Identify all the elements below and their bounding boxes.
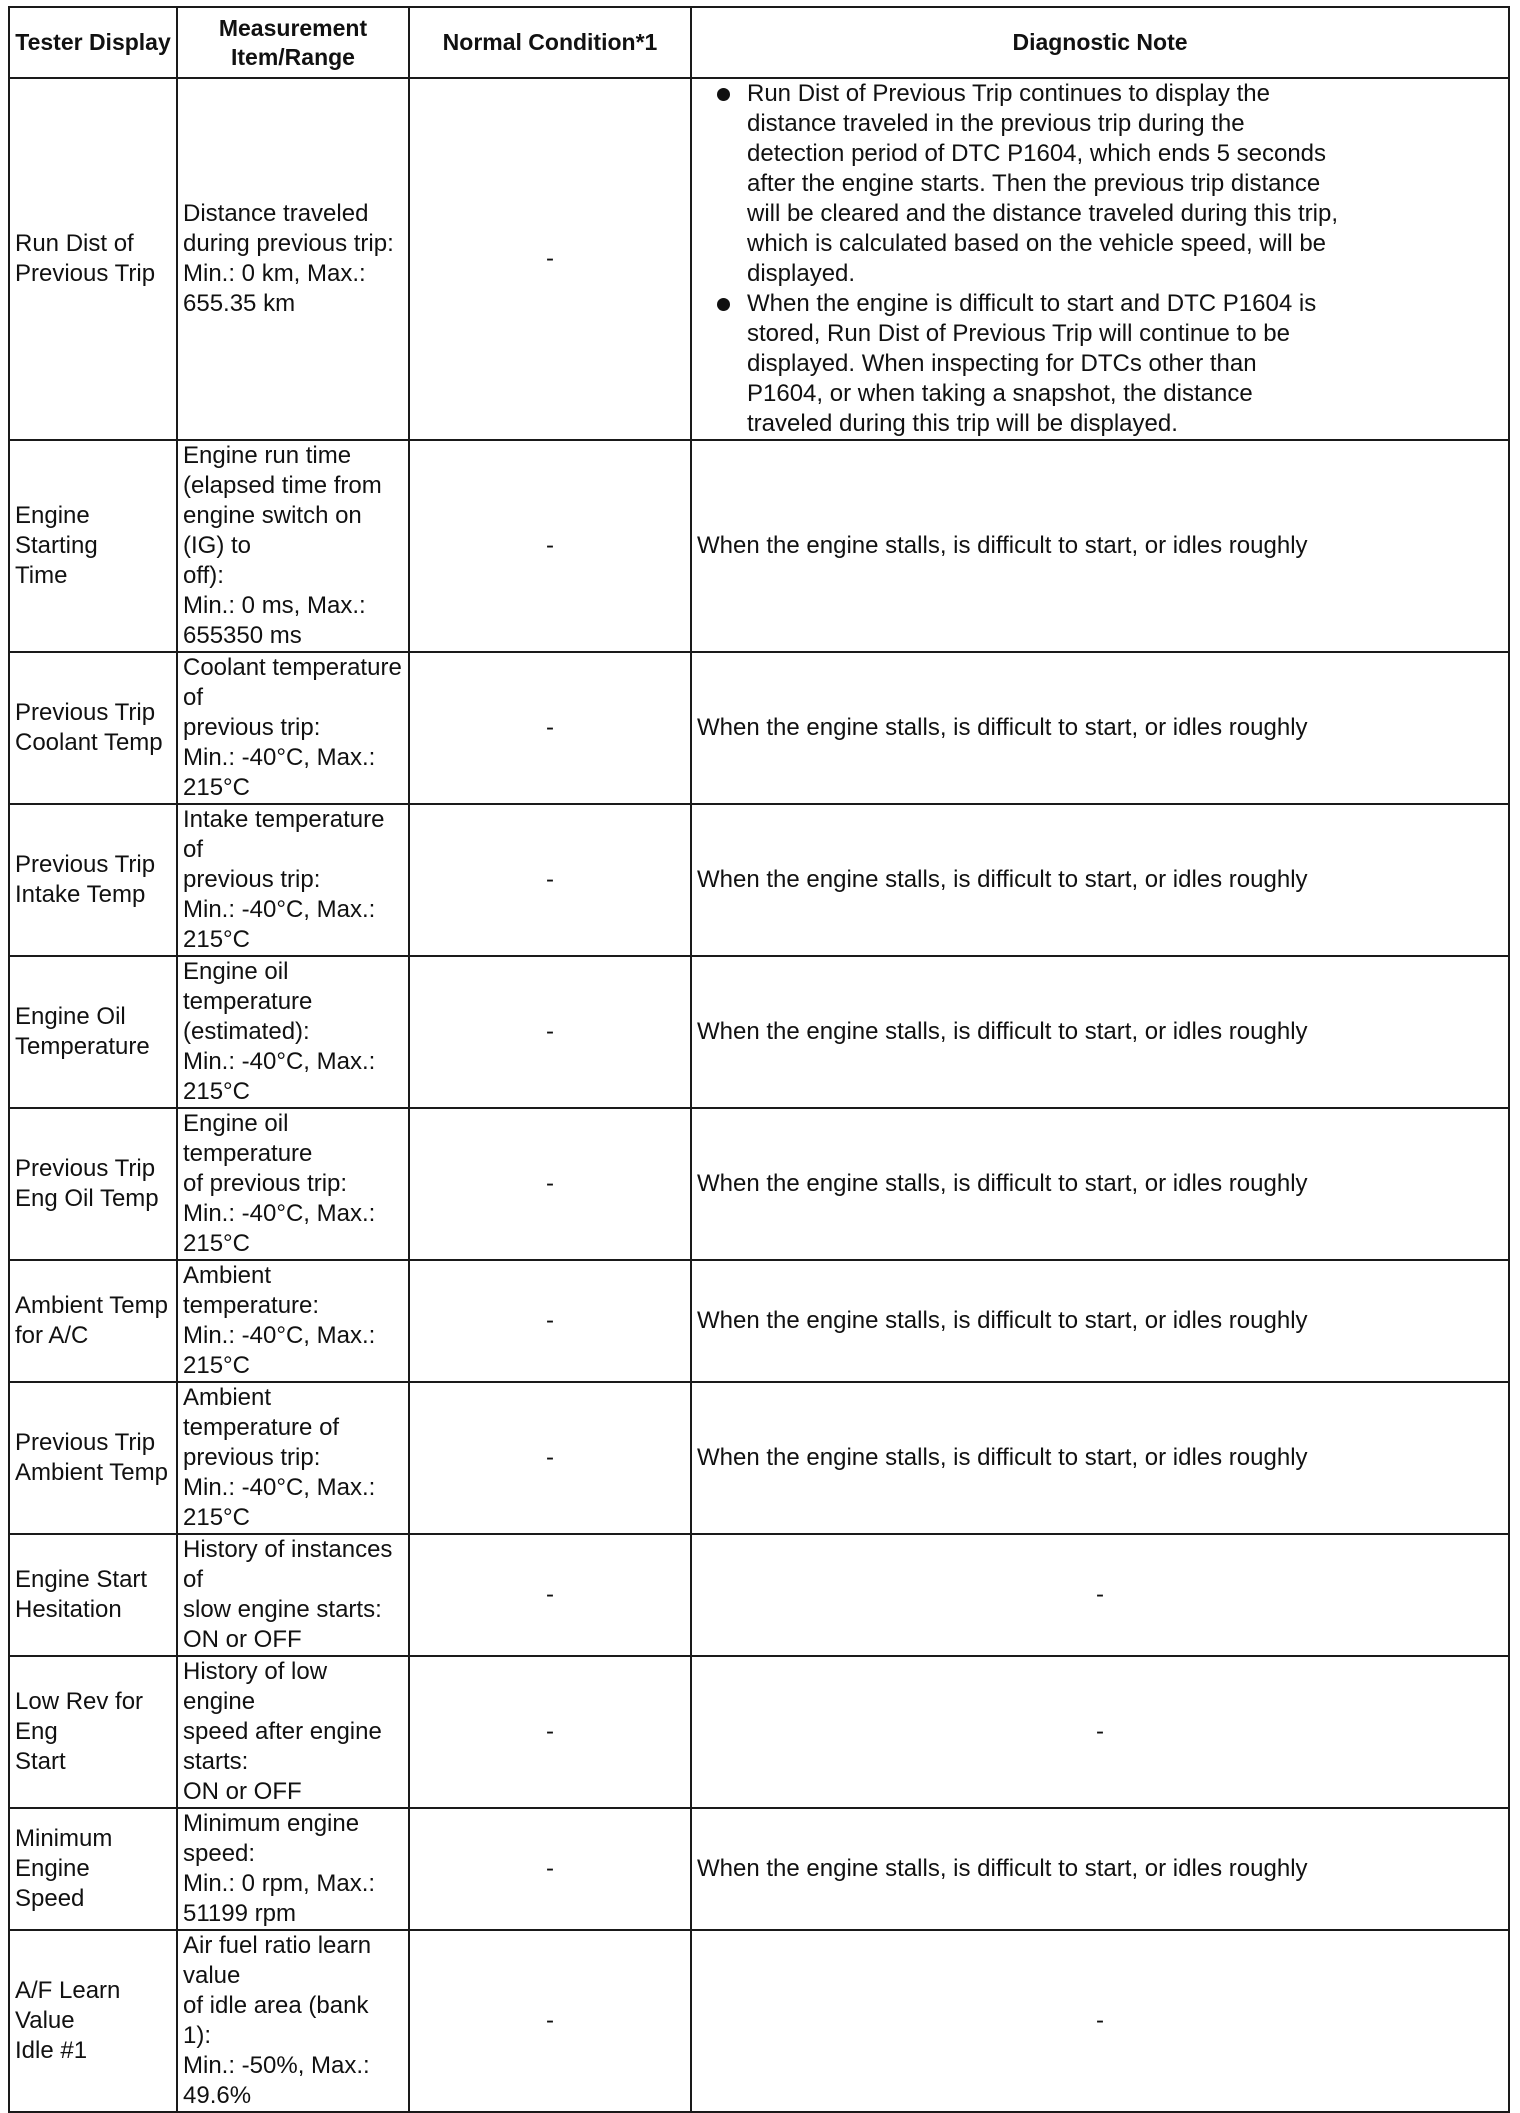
cell-text-line: starts:	[183, 1748, 249, 1775]
cell-text-line: Min.: -40°C, Max.:	[183, 1322, 376, 1349]
normal-condition-cell: -	[409, 1382, 691, 1534]
tester-display-cell	[9, 78, 177, 440]
table-row	[9, 652, 1509, 804]
table-row	[9, 78, 1509, 440]
diagnostic-data-table	[8, 6, 1510, 2113]
cell-text-line: Min.: 0 km, Max.:	[183, 260, 366, 287]
header-diagnostic-note: Diagnostic Note	[691, 7, 1509, 78]
measurement-cell	[177, 956, 409, 1108]
diagnostic-note-cell: -	[691, 1534, 1509, 1656]
cell-text-line: Intake temperature of	[183, 806, 385, 863]
note-bullet-list	[697, 79, 1503, 439]
normal-condition-cell: -	[409, 1930, 691, 2112]
cell-text-line: after the engine starts. Then the previous trip distance	[747, 170, 1321, 197]
cell-text-line: Eng Oil Temp	[15, 1185, 159, 1212]
note-bullet-item	[697, 79, 1503, 289]
tester-display-cell	[9, 652, 177, 804]
cell-text-line: slow engine starts:	[183, 1596, 382, 1623]
normal-condition-cell: -	[409, 78, 691, 440]
cell-text-line: Min.: 0 rpm, Max.:	[183, 1870, 376, 1897]
normal-condition-cell: -	[409, 1260, 691, 1382]
measurement-cell	[177, 652, 409, 804]
cell-text-line: previous trip:	[183, 1444, 321, 1471]
cell-text-line: Engine Start	[15, 1566, 148, 1593]
header-normal-condition: Normal Condition*1	[409, 7, 691, 78]
cell-text-line: Engine Oil	[15, 1003, 126, 1030]
measurement-cell	[177, 1656, 409, 1808]
tester-display-cell	[9, 1108, 177, 1260]
cell-text-line: traveled during this trip will be displayed.	[747, 410, 1178, 437]
cell-text-line: Start	[15, 1748, 66, 1775]
tester-display-cell	[9, 1382, 177, 1534]
cell-text-line: stored, Run Dist of Previous Trip will continue to be	[747, 320, 1290, 347]
cell-text-line: Minimum Engine	[15, 1825, 113, 1882]
normal-condition-cell: -	[409, 440, 691, 652]
cell-text-line: Air fuel ratio learn value	[183, 1932, 372, 1989]
cell-text-line: 215°C	[183, 1078, 250, 1105]
header-measurement-line: Measurement	[218, 14, 368, 41]
diagnostic-note-cell: -	[691, 1656, 1509, 1808]
cell-text-line: Speed	[15, 1885, 85, 1912]
tester-display-cell	[9, 1930, 177, 2112]
tester-display-cell	[9, 1260, 177, 1382]
cell-text-line: 215°C	[183, 926, 250, 953]
tester-display-cell	[9, 1656, 177, 1808]
tester-display-cell	[9, 804, 177, 956]
diagnostic-note-cell: When the engine stalls, is difficult to start, or idles roughly	[691, 1108, 1509, 1260]
cell-text-line: (elapsed time from	[183, 472, 382, 499]
cell-text-line: will be cleared and the distance traveled during this trip,	[747, 200, 1338, 227]
tester-display-cell	[9, 1534, 177, 1656]
cell-text-line: Run Dist of	[15, 230, 134, 257]
cell-text-line: Previous Trip	[15, 260, 156, 287]
cell-text-line: detection period of DTC P1604, which ends 5 seconds	[747, 140, 1327, 167]
cell-text-line: speed after engine	[183, 1718, 382, 1745]
cell-text-line: Coolant temperature of	[183, 654, 402, 711]
cell-text-line: Previous Trip	[15, 1155, 156, 1182]
cell-text-line: Min.: -50%, Max.:	[183, 2052, 370, 2079]
cell-text-line: previous trip:	[183, 866, 321, 893]
cell-text-line: 655.35 km	[183, 290, 296, 317]
cell-text-line: 215°C	[183, 774, 250, 801]
cell-text-line: 51199 rpm	[183, 1900, 296, 1927]
cell-text-line: Previous Trip	[15, 1429, 156, 1456]
cell-text-line: of previous trip:	[183, 1170, 348, 1197]
table-row	[9, 1808, 1509, 1930]
cell-text-line: Previous Trip	[15, 699, 156, 726]
cell-text-line: Engine oil temperature	[183, 958, 313, 1015]
diagnostic-note-cell: When the engine stalls, is difficult to start, or idles roughly	[691, 1808, 1509, 1930]
cell-text-line: Min.: -40°C, Max.:	[183, 744, 376, 771]
cell-text-line: Idle #1	[15, 2037, 88, 2064]
diagnostic-note-cell: When the engine stalls, is difficult to start, or idles roughly	[691, 956, 1509, 1108]
tester-display-cell	[9, 440, 177, 652]
cell-text-line: of idle area (bank 1):	[183, 1992, 369, 2049]
bullet-dot-icon	[717, 298, 730, 311]
measurement-cell	[177, 1382, 409, 1534]
measurement-cell	[177, 1808, 409, 1930]
table-row	[9, 440, 1509, 652]
measurement-cell	[177, 78, 409, 440]
measurement-cell	[177, 804, 409, 956]
table-row	[9, 804, 1509, 956]
normal-condition-cell: -	[409, 1108, 691, 1260]
cell-text-line: Intake Temp	[15, 881, 146, 908]
normal-condition-cell: -	[409, 956, 691, 1108]
cell-text-line: displayed.	[747, 260, 856, 287]
cell-text-line: Hesitation	[15, 1596, 122, 1623]
cell-text-line: Ambient temperature of	[183, 1384, 340, 1441]
tester-display-cell	[9, 1808, 177, 1930]
cell-text-line: Engine Starting	[15, 502, 98, 559]
cell-text-line: A/F Learn Value	[15, 1977, 121, 2034]
cell-text-line: (estimated):	[183, 1018, 310, 1045]
table-row	[9, 956, 1509, 1108]
tester-display-cell	[9, 956, 177, 1108]
cell-text-line: Min.: -40°C, Max.:	[183, 1474, 376, 1501]
cell-text-line: for A/C	[15, 1322, 89, 1349]
cell-text-line: Temperature	[15, 1033, 150, 1060]
cell-text-line: Engine oil temperature	[183, 1110, 313, 1167]
measurement-cell	[177, 440, 409, 652]
cell-text-line: Min.: -40°C, Max.:	[183, 1200, 376, 1227]
cell-text-line: Time	[15, 562, 68, 589]
note-bullet-item	[697, 289, 1503, 439]
cell-text-line: ON or OFF	[183, 1778, 302, 1805]
header-measurement-item-range	[177, 7, 409, 78]
cell-text-line: displayed. When inspecting for DTCs other than	[747, 350, 1257, 377]
cell-text-line: Minimum engine speed:	[183, 1810, 360, 1867]
cell-text-line: Ambient temperature:	[183, 1262, 320, 1319]
cell-text-line: 215°C	[183, 1230, 250, 1257]
diagnostic-note-cell: When the engine stalls, is difficult to start, or idles roughly	[691, 804, 1509, 956]
cell-text-line: History of instances of	[183, 1536, 393, 1593]
cell-text-line: Run Dist of Previous Trip continues to display the	[747, 80, 1270, 107]
table-row	[9, 1108, 1509, 1260]
cell-text-line: Engine run time	[183, 442, 352, 469]
cell-text-line: Coolant Temp	[15, 729, 163, 756]
diagnostic-note-cell: When the engine stalls, is difficult to start, or idles roughly	[691, 652, 1509, 804]
cell-text-line: Ambient Temp	[15, 1292, 168, 1319]
measurement-cell	[177, 1260, 409, 1382]
cell-text-line: off):	[183, 562, 224, 589]
measurement-cell	[177, 1534, 409, 1656]
cell-text-line: previous trip:	[183, 714, 321, 741]
normal-condition-cell: -	[409, 804, 691, 956]
diagnostic-note-cell	[691, 78, 1509, 440]
measurement-cell	[177, 1108, 409, 1260]
table-row	[9, 1656, 1509, 1808]
cell-text-line: 49.6%	[183, 2082, 252, 2109]
cell-text-line: P1604, or when taking a snapshot, the distance	[747, 380, 1253, 407]
cell-text-line: When the engine is difficult to start and DTC P1604 is	[747, 290, 1317, 317]
table-row	[9, 1930, 1509, 2112]
normal-condition-cell: -	[409, 652, 691, 804]
cell-text-line: Min.: 0 ms, Max.:	[183, 592, 366, 619]
cell-text-line: during previous trip:	[183, 230, 394, 257]
cell-text-line: Min.: -40°C, Max.:	[183, 896, 376, 923]
cell-text-line: Distance traveled	[183, 200, 369, 227]
diagnostic-note-cell: When the engine stalls, is difficult to start, or idles roughly	[691, 1260, 1509, 1382]
cell-text-line: Ambient Temp	[15, 1459, 168, 1486]
measurement-cell	[177, 1930, 409, 2112]
cell-text-line: distance traveled in the previous trip during the	[747, 110, 1245, 137]
cell-text-line: 215°C	[183, 1352, 250, 1379]
cell-text-line: Min.: -40°C, Max.:	[183, 1048, 376, 1075]
table-header-row	[9, 7, 1509, 78]
cell-text-line: Low Rev for Eng	[15, 1688, 144, 1745]
header-measurement-line: Item/Range	[231, 43, 355, 70]
table-row	[9, 1260, 1509, 1382]
cell-text-line: which is calculated based on the vehicle speed, will be	[747, 230, 1327, 257]
normal-condition-cell: -	[409, 1656, 691, 1808]
diagnostic-note-cell: When the engine stalls, is difficult to start, or idles roughly	[691, 440, 1509, 652]
bullet-dot-icon	[717, 88, 730, 101]
cell-text-line: Previous Trip	[15, 851, 156, 878]
normal-condition-cell: -	[409, 1534, 691, 1656]
normal-condition-cell: -	[409, 1808, 691, 1930]
header-tester-display: Tester Display	[9, 7, 177, 78]
cell-text-line: History of low engine	[183, 1658, 328, 1715]
cell-text-line: 215°C	[183, 1504, 250, 1531]
cell-text-line: ON or OFF	[183, 1626, 302, 1653]
cell-text-line: 655350 ms	[183, 622, 302, 649]
diagnostic-note-cell: When the engine stalls, is difficult to start, or idles roughly	[691, 1382, 1509, 1534]
table-row	[9, 1382, 1509, 1534]
table-row	[9, 1534, 1509, 1656]
cell-text-line: engine switch on (IG) to	[183, 502, 362, 559]
diagnostic-note-cell: -	[691, 1930, 1509, 2112]
